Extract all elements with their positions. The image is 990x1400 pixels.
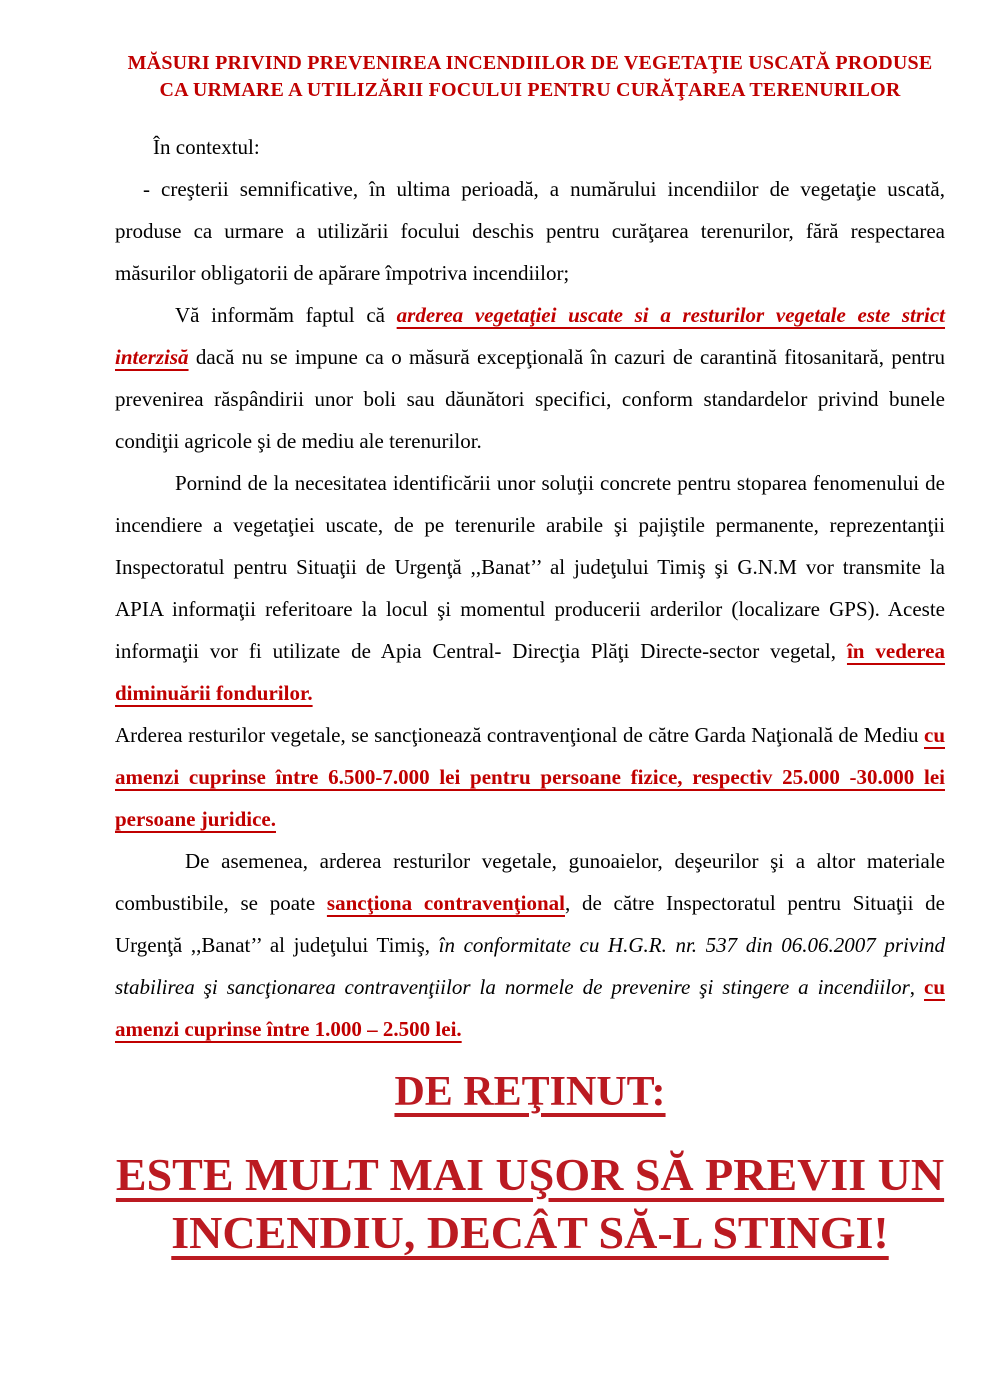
slogan-line2: INCENDIU, DECÂT SĂ-L STINGI!	[171, 1207, 889, 1258]
document-title	[115, 50, 945, 104]
highlight-amenzi-isu: cu amenzi cuprinse între 1.000 – 2.500 lei.	[115, 975, 945, 1041]
paragraph-inform	[115, 294, 945, 462]
paragraph-context-lead	[115, 126, 945, 168]
text-run: Pornind de la necesitatea identificării unor soluţii concrete pentru stoparea fenomenului de incendiere a vegetaţiei uscate, de pe terenurile arabile şi pajiştile permanente, reprezentanţii Inspectoratul pentru Situaţii de Urgenţă ,,Banat’’ al judeţului Timiş şi G.N.M vor transmite la APIA informaţii referitoare la locul şi momentul producerii arderilor (localizare GPS). Aceste informaţii vor fi utilizate de Apia Central- Direcţia Plăţi Directe-sector vegetal,	[115, 471, 945, 663]
text-run: Arderea resturilor vegetale, se sancţionează contravenţional de către Garda Naţională de Mediu	[115, 723, 924, 747]
text-run: dacă nu se impune ca o măsură excepţională în cazuri de carantină fitosanitară, pentru prevenirea răspândirii unor boli sau dăunători specifici, conform standardelor privind bunele condiţii agricole şi de mediu ale terenurilor.	[115, 345, 945, 453]
paragraph-pornind	[115, 462, 945, 714]
text-run: ,	[909, 975, 924, 999]
text-run: De asemenea, arderea resturilor vegetale, gunoaielor, deşeurilor şi a altor materiale combustibile, se poate	[115, 849, 945, 915]
text-run: În contextul:	[153, 135, 260, 159]
slogan-line1: ESTE MULT MAI UŞOR SĂ PREVII UN	[115, 1149, 945, 1200]
paragraph-asemenea	[115, 840, 945, 1050]
text-run: , de către Inspectoratul pentru Situaţii de Urgenţă ,,Banat’’ al judeţului Timiş,	[115, 891, 945, 957]
highlight-sanctiona: sancţiona contravenţional	[326, 891, 565, 915]
text-run: - creşterii semnificative, în ultima perioadă, a numărului incendiilor de vegetaţie uscată, produse ca urmare a utilizării focului deschis pentru curăţarea terenurilor, fără respectarea măsurilor obligatorii de apărare împotriva incendiilor;	[115, 177, 945, 285]
highlight-fonduri: în vederea diminuării fondurilor.	[115, 639, 946, 705]
highlight-interdiction: arderea vegetaţiei uscate si a resturilor vegetale este strict interzisă	[115, 303, 946, 369]
heading-de-retinut	[115, 1064, 945, 1120]
paragraph-garda	[115, 714, 945, 840]
highlight-amenzi-garda: cu amenzi cuprinse între 6.500-7.000 lei pentru persoane fizice, respectiv 25.000 -30.000 lei persoane juridice.	[115, 723, 945, 831]
text-run-italic-hgr: în conformitate cu H.G.R. nr. 537 din 06.06.2007 privind stabilirea şi sancţionarea contravenţiilor la normele de prevenire şi stingere a incendiilor	[115, 933, 945, 999]
document-title-line1: MĂSURI PRIVIND PREVENIREA INCENDIILOR DE VEGETAŢIE USCATĂ PRODUSE	[127, 52, 933, 74]
heading-de-retinut-text: DE REŢINUT:	[394, 1069, 666, 1115]
text-run: Vă informăm faptul că	[175, 303, 397, 327]
document-title-line2: CA URMARE A UTILIZĂRII FOCULUI PENTRU CURĂŢAREA TERENURILOR	[159, 79, 901, 101]
heading-slogan	[115, 1146, 945, 1262]
paragraph-context-item	[115, 168, 945, 294]
